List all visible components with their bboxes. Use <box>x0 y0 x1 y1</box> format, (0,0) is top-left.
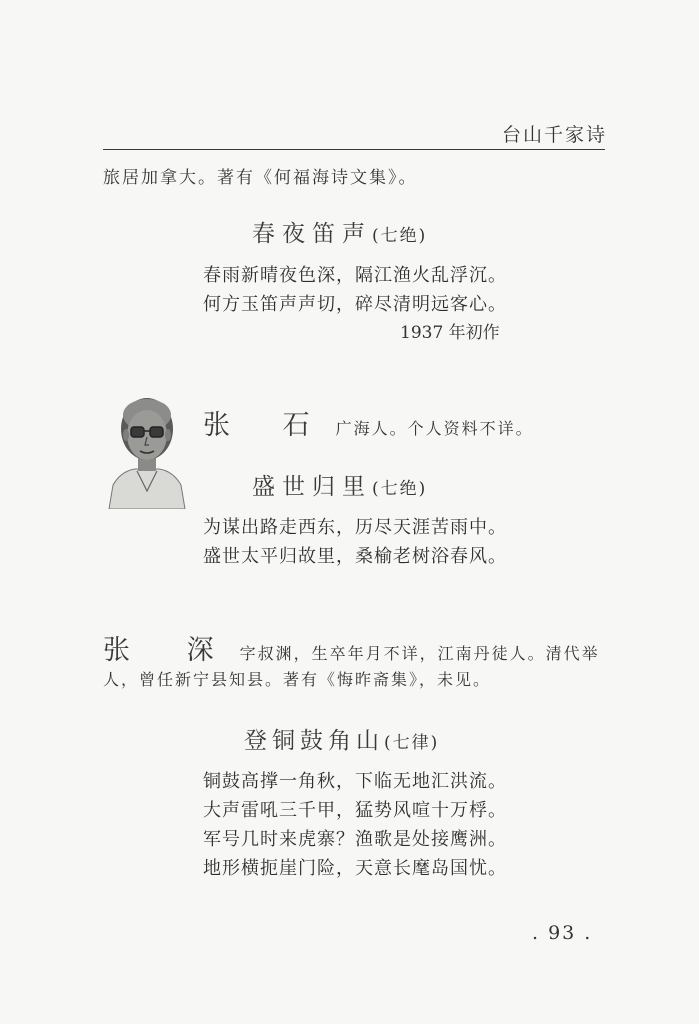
poem3-title: 登铜鼓角山 <box>244 728 384 754</box>
poem1-form: (七绝) <box>372 226 428 246</box>
poem1-heading <box>252 215 427 248</box>
poem2-line-2: 盛世太平归故里，桑榆老树浴春风。 <box>203 546 507 567</box>
poem2-heading <box>252 468 427 501</box>
poet1-bio: 广海人。个人资料不详。 <box>335 419 534 438</box>
poem1-line-2: 何方玉笛声声切，碎尽清明远客心。 <box>203 294 507 315</box>
poet1-entry <box>203 403 534 442</box>
poet-portrait <box>107 393 187 509</box>
poem3-heading <box>244 722 439 755</box>
poem2-form: (七绝) <box>372 479 428 499</box>
poem3-line-2: 大声雷吼三千甲，猛势风喧十万桴。 <box>203 800 507 821</box>
poem3-line-3: 军号几时来虎寨？渔歌是处接鹰洲。 <box>203 829 507 850</box>
poem2-line-1: 为谋出路走西东，历尽天涯苦雨中。 <box>203 517 507 538</box>
poem1-line-1: 春雨新晴夜色深，隔江渔火乱浮沉。 <box>203 265 507 286</box>
poem1-title: 春夜笛声 <box>252 221 372 247</box>
poet2-bio-line2: 人，曾任新宁县知县。著有《悔昨斋集》，未见。 <box>103 670 492 689</box>
running-title: 台山千家诗 <box>501 124 607 146</box>
intro-text: 旅居加拿大。著有《何福海诗文集》。 <box>103 168 418 188</box>
poem3-form: (七律) <box>384 733 440 753</box>
poem3-line-1: 铜鼓高撑一角秋，下临无地汇洪流。 <box>203 771 507 792</box>
poet2-entry <box>103 628 600 667</box>
poet1-name: 张 石 <box>203 410 332 441</box>
poem3-line-4: 地形横扼崖门险，天意长麾岛国忧。 <box>203 858 507 879</box>
poem2-title: 盛世归里 <box>252 474 372 500</box>
poet2-name: 张 深 <box>103 635 238 666</box>
header-rule <box>103 149 605 150</box>
poet2-bio-line1: 字叔渊，生卒年月不详，江南丹徒人。清代举 <box>239 644 600 663</box>
page-number: . 93 . <box>532 922 593 944</box>
poem1-date: 1937 年初作 <box>400 323 500 343</box>
